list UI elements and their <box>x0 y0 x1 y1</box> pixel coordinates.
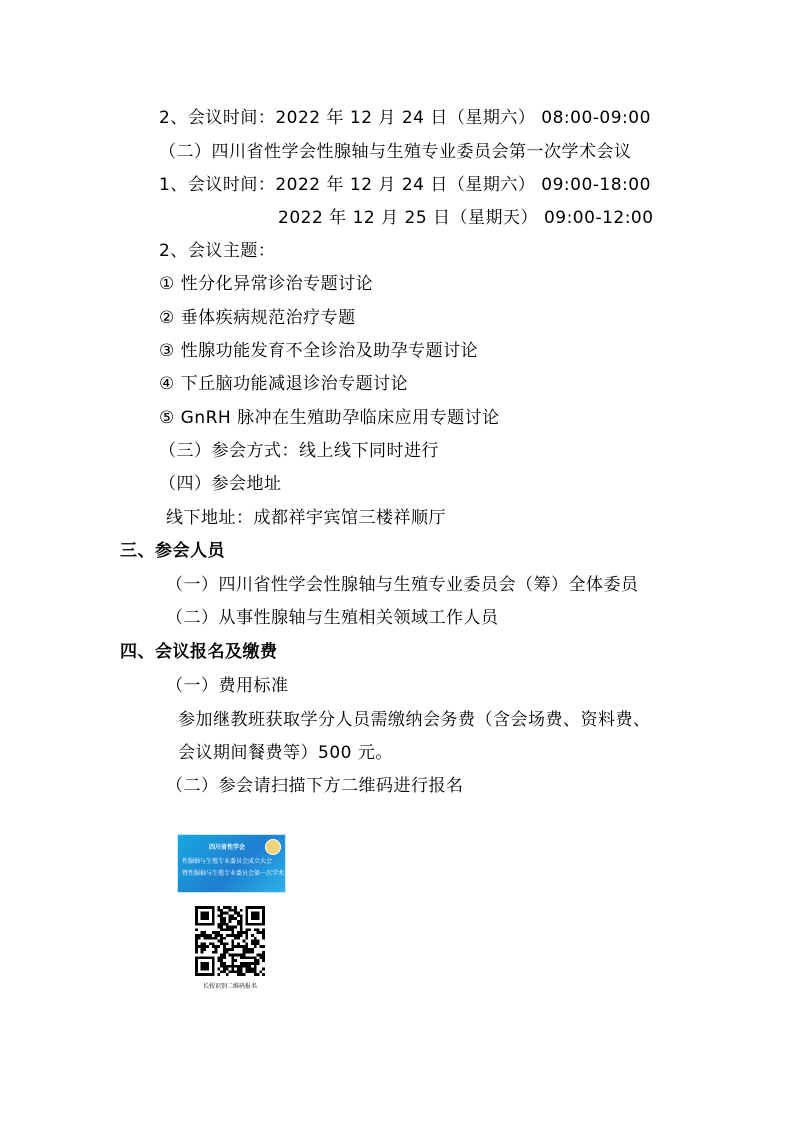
academic-meeting-time-line-2: 2022 年 12 月 25 日（星期天） 09:00-12:00 <box>278 208 654 228</box>
topic-item: ④ 下丘脑功能减退诊治专题讨论 <box>159 374 409 394</box>
academic-meeting-title: （二）四川省性学会性腺轴与生殖专业委员会第一次学术会议 <box>159 142 632 162</box>
conference-banner-image <box>177 834 297 893</box>
registration-instruction: （二）参会请扫描下方二维码进行报名 <box>166 776 464 796</box>
section-heading-participants: 三、参会人员 <box>120 541 225 561</box>
participants-item: （一）四川省性学会性腺轴与生殖专业委员会（筹）全体委员 <box>166 575 639 595</box>
fee-description-line-2: 会议期间餐费等）500 元。 <box>178 743 393 763</box>
academic-meeting-time-line: 1、会议时间：2022 年 12 月 24 日（星期六） 09:00-18:00 <box>159 175 651 195</box>
section-heading-registration: 四、会议报名及缴费 <box>120 642 278 662</box>
fee-description-line: 参加继教班获取学分人员需缴纳会务费（含会场费、资料费、 <box>178 710 651 730</box>
banner-line: 四川省性学会 <box>208 844 245 851</box>
participants-item: （二）从事性腺轴与生殖相关领域工作人员 <box>166 608 499 628</box>
registration-qr-code[interactable] <box>195 906 265 976</box>
topic-item: ② 垂体疾病规范治疗专题 <box>159 308 356 328</box>
attendance-mode-line: （三）参会方式：线上线下同时进行 <box>159 441 439 461</box>
qr-caption: 长按识别二维码报名 <box>202 983 257 990</box>
topic-item: ⑤ GnRH 脉冲在生殖助孕临床应用专题讨论 <box>159 408 500 428</box>
topic-item: ① 性分化异常诊治专题讨论 <box>159 274 374 294</box>
venue-heading: （四）参会地址 <box>159 474 282 494</box>
banner-line: 性腺轴与生殖专业委员会成立大会 <box>182 858 273 865</box>
banner-line: 暨性腺轴与生殖专业委员会第一次学术会议 <box>182 870 297 877</box>
venue-address-line: 线下地址：成都祥宇宾馆三楼祥顺厅 <box>166 508 446 528</box>
topic-item: ③ 性腺功能发育不全诊治及助孕专题讨论 <box>159 341 479 361</box>
meeting-time-line: 2、会议时间：2022 年 12 月 24 日（星期六） 08:00-09:00 <box>159 108 651 128</box>
meeting-topics-heading: 2、会议主题： <box>159 241 276 261</box>
fee-standard-heading: （一）费用标准 <box>166 676 289 696</box>
